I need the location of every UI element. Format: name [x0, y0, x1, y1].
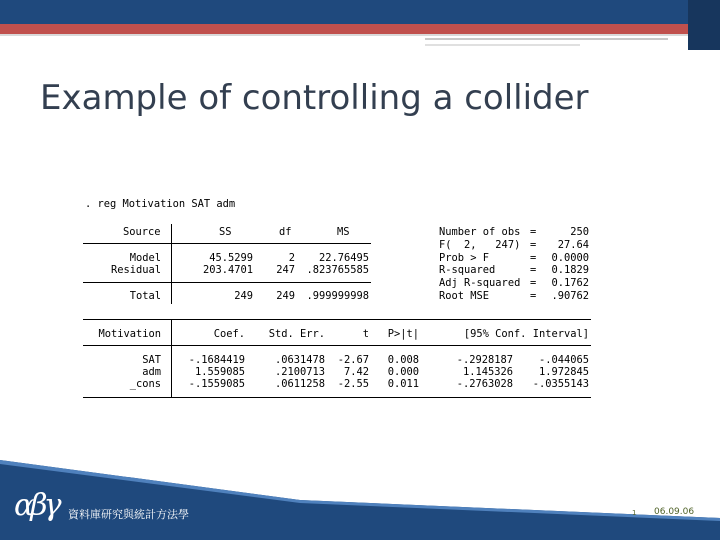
stat-eq: =: [530, 239, 537, 251]
slide-number: 1: [632, 509, 637, 517]
coef-header-ci: [95% Conf. Interval]: [463, 328, 589, 340]
anova-vrule: [171, 224, 172, 304]
anova-row-source: Total: [129, 290, 161, 302]
anova-row-ms: .823765585: [306, 264, 369, 276]
anova-row-df: 2: [288, 252, 295, 264]
coef-row-t: 7.42: [343, 366, 369, 378]
anova-row-ms: .999999998: [306, 290, 369, 302]
coef-vrule: [171, 319, 172, 397]
top-divider-short: [425, 38, 668, 40]
coef-header-t: t: [362, 328, 369, 340]
coef-rule-bottom: [83, 397, 591, 398]
anova-rule-mid: [83, 282, 371, 283]
slide-date: 06.09.06: [654, 507, 695, 517]
stat-value: 0.0000: [551, 252, 589, 264]
coef-row-coef: -.1684419: [188, 354, 245, 366]
stat-value: 0.1829: [551, 264, 589, 276]
coef-row-ci-high: -.044065: [538, 354, 589, 366]
stat-value: 0.1762: [551, 277, 589, 289]
coef-row-p: 0.008: [387, 354, 419, 366]
coef-row-ci-low: -.2763028: [456, 378, 513, 390]
stat-eq: =: [530, 277, 537, 289]
stat-label: F( 2, 247): [439, 239, 521, 251]
coef-row-ci-low: -.2928187: [456, 354, 513, 366]
anova-row-ss: 203.4701: [202, 264, 253, 276]
stat-value: 27.64: [557, 239, 589, 251]
anova-row-df: 247: [276, 264, 295, 276]
stat-label: Number of obs: [439, 226, 521, 238]
coef-row-var: _cons: [129, 378, 161, 390]
anova-header-df: df: [279, 226, 292, 238]
footer-org-name: 資料庫研究與統計方法學: [68, 508, 189, 521]
coef-row-t: -2.55: [337, 378, 369, 390]
coef-row-p: 0.000: [387, 366, 419, 378]
coef-header-coef: Coef.: [213, 328, 245, 340]
coef-row-se: .0611258: [274, 378, 325, 390]
stat-eq: =: [530, 264, 537, 276]
coef-row-se: .2100713: [274, 366, 325, 378]
coef-row-se: .0631478: [274, 354, 325, 366]
anova-row-source: Residual: [110, 264, 161, 276]
top-divider: [0, 34, 688, 36]
alpha-beta-gamma-logo: αβγ: [14, 488, 58, 523]
coef-row-var: adm: [142, 366, 161, 378]
coef-row-ci-high: -.0355143: [532, 378, 589, 390]
stata-output: [83, 198, 591, 400]
stat-eq: =: [530, 290, 537, 302]
footer-band: [0, 460, 720, 540]
stat-label: Root MSE: [439, 290, 490, 302]
stat-eq: =: [530, 226, 537, 238]
anova-row-ms: 22.76495: [318, 252, 369, 264]
anova-row-source: Model: [129, 252, 161, 264]
coef-header-p: P>|t|: [387, 328, 419, 340]
stat-eq: =: [530, 252, 537, 264]
coef-rule-mid: [83, 345, 591, 346]
coef-row-var: SAT: [142, 354, 161, 366]
coef-rule-top: [83, 319, 591, 320]
top-divider-shorter: [425, 44, 580, 46]
anova-header-source: Source: [123, 226, 161, 238]
anova-header-ss: SS: [219, 226, 232, 238]
stat-value: 250: [570, 226, 589, 238]
coef-row-t: -2.67: [337, 354, 369, 366]
slide-title: Example of controlling a collider: [40, 78, 589, 118]
coef-row-coef: -.1559085: [188, 378, 245, 390]
top-banner: [0, 0, 720, 24]
stata-command: . reg Motivation SAT adm: [85, 198, 236, 210]
anova-rule-top: [83, 243, 371, 244]
coef-row-ci-high: 1.972845: [538, 366, 589, 378]
anova-row-df: 249: [276, 290, 295, 302]
anova-header-ms: MS: [337, 226, 350, 238]
anova-row-ss: 45.5299: [209, 252, 253, 264]
coef-row-coef: 1.559085: [194, 366, 245, 378]
coef-header-var: Motivation: [98, 328, 161, 340]
anova-row-ss: 249: [234, 290, 253, 302]
coef-row-p: 0.011: [387, 378, 419, 390]
stat-label: Prob > F: [439, 252, 490, 264]
top-accent-stripe: [0, 24, 688, 34]
coef-row-ci-low: 1.145326: [462, 366, 513, 378]
coef-header-se: Std. Err.: [268, 328, 325, 340]
top-banner-corner: [688, 0, 720, 50]
stat-label: Adj R-squared: [439, 277, 521, 289]
footer-shape: [0, 460, 720, 540]
stat-label: R-squared: [439, 264, 496, 276]
stat-value: .90762: [551, 290, 589, 302]
